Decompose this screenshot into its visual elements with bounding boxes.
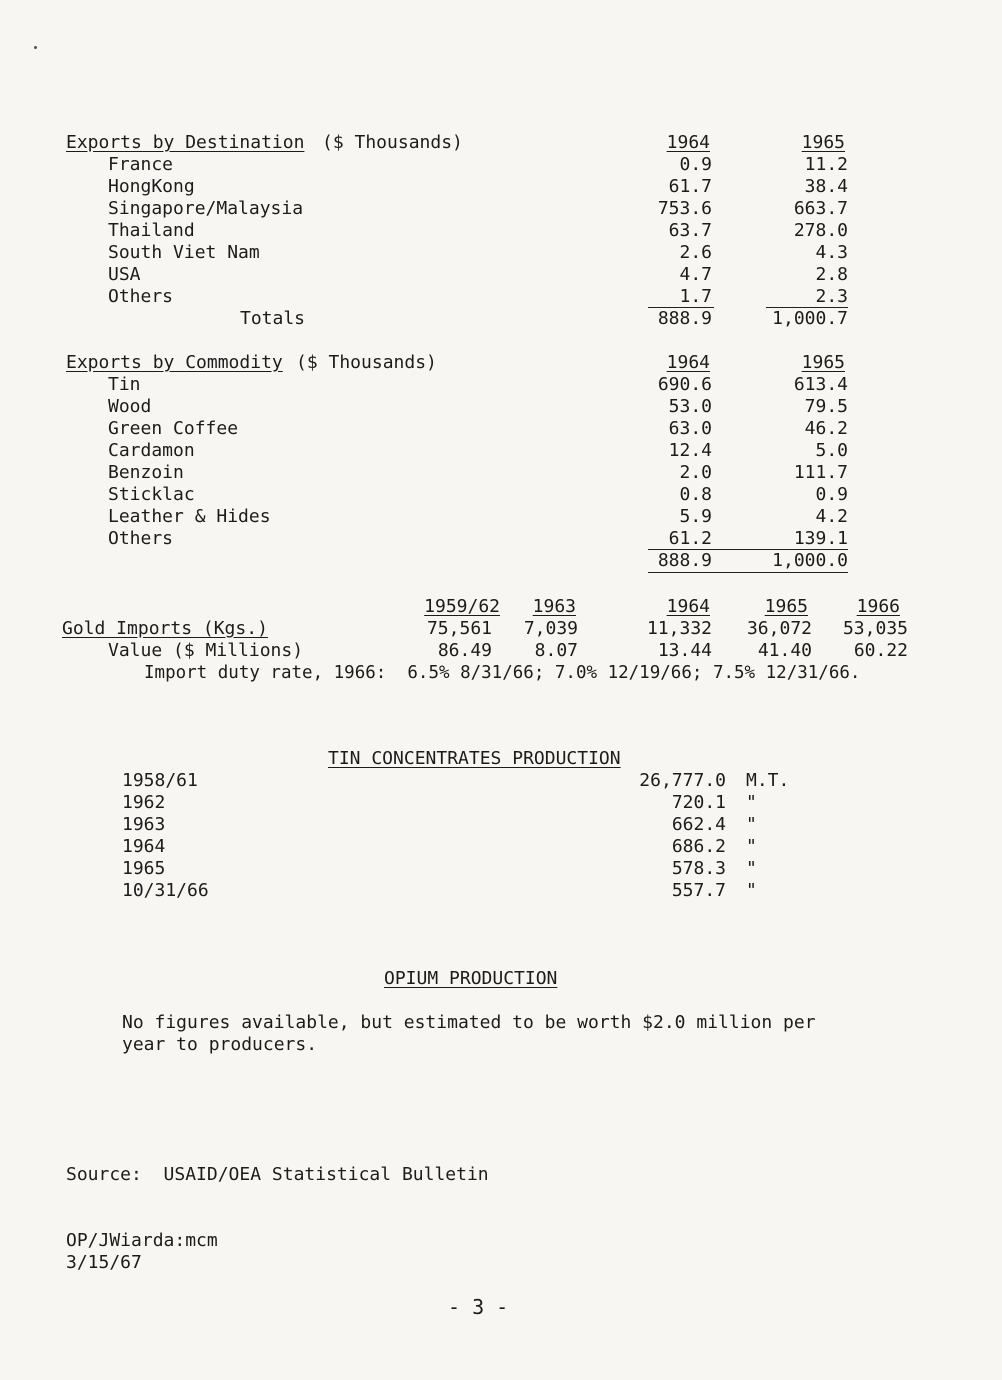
destination-value-1965: 4.3 — [815, 242, 848, 263]
opium-title: OPIUM PRODUCTION — [384, 968, 558, 989]
commodity-total-1965: 1,000.0 — [772, 550, 848, 571]
tin-value: 578.3 — [671, 858, 726, 879]
commodity-label: Leather & Hides — [108, 506, 271, 527]
opium-text-line1: No figures available, but estimated to be worth $2.0 million per — [122, 1012, 816, 1033]
tin-value: 26,777.0 — [639, 770, 726, 791]
commodity-year-1964: 1964 — [666, 352, 710, 373]
destination-value-1964: 753.6 — [657, 198, 712, 219]
commodity-value-1965: 5.0 — [815, 440, 848, 461]
gold-value: 13.44 — [657, 640, 712, 661]
commodity-value-1965: 79.5 — [804, 396, 848, 417]
commodity-label: Green Coffee — [108, 418, 239, 439]
page-number: - 3 - — [448, 1295, 509, 1319]
destination-year-1965: 1965 — [801, 132, 845, 153]
commodity-total-1964: 888.9 — [657, 550, 712, 571]
tin-period: 1958/61 — [122, 770, 198, 791]
tin-title: TIN CONCENTRATES PRODUCTION — [328, 748, 621, 769]
commodity-value-1964: 61.2 — [668, 528, 712, 549]
destination-value-1965: 2.3 — [815, 286, 848, 307]
destination-value-1964: 2.6 — [679, 242, 712, 263]
source-line: Source: USAID/OEA Statistical Bulletin — [66, 1164, 489, 1185]
document-date: 3/15/67 — [66, 1252, 142, 1273]
tin-value: 557.7 — [671, 880, 726, 901]
commodity-value-1965: 613.4 — [793, 374, 848, 395]
gold-kgs-value: 11,332 — [646, 618, 712, 639]
commodity-total-underline — [648, 572, 848, 573]
destination-unit: ($ Thousands) — [322, 132, 463, 153]
destination-value-1964: 63.7 — [668, 220, 712, 241]
destination-label: Others — [108, 286, 174, 307]
gold-value: 41.40 — [757, 640, 812, 661]
destination-title: Exports by Destination — [66, 132, 305, 153]
tin-period: 1964 — [122, 836, 166, 857]
commodity-year-1965: 1965 — [801, 352, 845, 373]
destination-value-1964: 0.9 — [679, 154, 712, 175]
destination-year-1964: 1964 — [666, 132, 710, 153]
author-initials: OP/JWiarda:mcm — [66, 1230, 218, 1251]
commodity-title: Exports by Commodity — [66, 352, 283, 373]
tin-value: 686.2 — [671, 836, 726, 857]
destination-value-1965: 663.7 — [793, 198, 848, 219]
gold-kgs-value: 7,039 — [523, 618, 578, 639]
tin-period: 1965 — [122, 858, 166, 879]
destination-total-1965: 1,000.7 — [772, 308, 848, 329]
commodity-label: Cardamon — [108, 440, 195, 461]
destination-label: France — [108, 154, 174, 175]
tin-period: 10/31/66 — [122, 880, 209, 901]
commodity-value-1964: 63.0 — [668, 418, 712, 439]
tin-unit: " — [746, 814, 757, 835]
tin-unit: " — [746, 836, 757, 857]
commodity-value-1964: 2.0 — [679, 462, 712, 483]
commodity-label: Benzoin — [108, 462, 184, 483]
gold-year: 1963 — [532, 596, 576, 617]
gold-value: 60.22 — [853, 640, 908, 661]
gold-year: 1964 — [666, 596, 710, 617]
commodity-value-1965: 0.9 — [815, 484, 848, 505]
destination-totals-label: Totals — [240, 308, 306, 329]
gold-value-label: Value ($ Millions) — [108, 640, 304, 661]
tin-unit: M.T. — [746, 770, 790, 791]
tin-unit: " — [746, 792, 757, 813]
paper-speck — [34, 46, 37, 49]
commodity-value-1964: 690.6 — [657, 374, 712, 395]
commodity-unit: ($ Thousands) — [296, 352, 437, 373]
destination-value-1965: 38.4 — [804, 176, 848, 197]
gold-kgs-value: 75,561 — [426, 618, 492, 639]
commodity-value-1964: 5.9 — [679, 506, 712, 527]
gold-kgs-label: Gold Imports (Kgs.) — [62, 618, 268, 639]
tin-value: 720.1 — [671, 792, 726, 813]
destination-value-1965: 2.8 — [815, 264, 848, 285]
commodity-value-1965: 4.2 — [815, 506, 848, 527]
gold-kgs-value: 53,035 — [842, 618, 908, 639]
gold-value: 8.07 — [534, 640, 578, 661]
destination-value-1964: 61.7 — [668, 176, 712, 197]
commodity-label: Wood — [108, 396, 152, 417]
tin-period: 1962 — [122, 792, 166, 813]
gold-year: 1965 — [764, 596, 808, 617]
tin-unit: " — [746, 880, 757, 901]
destination-value-1964: 4.7 — [679, 264, 712, 285]
destination-label: Singapore/Malaysia — [108, 198, 304, 219]
gold-year: 1959/62 — [424, 596, 500, 617]
destination-value-1965: 278.0 — [793, 220, 848, 241]
opium-text-line2: year to producers. — [122, 1034, 318, 1055]
gold-kgs-value: 36,072 — [746, 618, 812, 639]
tin-value: 662.4 — [671, 814, 726, 835]
destination-total-1964: 888.9 — [657, 308, 712, 329]
commodity-value-1964: 12.4 — [668, 440, 712, 461]
commodity-label: Others — [108, 528, 174, 549]
commodity-value-1964: 53.0 — [668, 396, 712, 417]
gold-value: 86.49 — [437, 640, 492, 661]
commodity-value-1964: 0.8 — [679, 484, 712, 505]
gold-duty-note: Import duty rate, 1966: 6.5% 8/31/66; 7.0% 12/19/66; 7.5% 12/31/66. — [144, 663, 861, 683]
commodity-label: Tin — [108, 374, 141, 395]
destination-label: South Viet Nam — [108, 242, 260, 263]
destination-label: Thailand — [108, 220, 195, 241]
destination-label: USA — [108, 264, 141, 285]
destination-value-1964: 1.7 — [679, 286, 712, 307]
destination-value-1965: 11.2 — [804, 154, 848, 175]
commodity-value-1965: 111.7 — [793, 462, 848, 483]
commodity-value-1965: 46.2 — [804, 418, 848, 439]
commodity-value-1965: 139.1 — [793, 528, 848, 549]
commodity-label: Sticklac — [108, 484, 195, 505]
tin-unit: " — [746, 858, 757, 879]
gold-year: 1966 — [856, 596, 900, 617]
tin-period: 1963 — [122, 814, 166, 835]
destination-label: HongKong — [108, 176, 195, 197]
